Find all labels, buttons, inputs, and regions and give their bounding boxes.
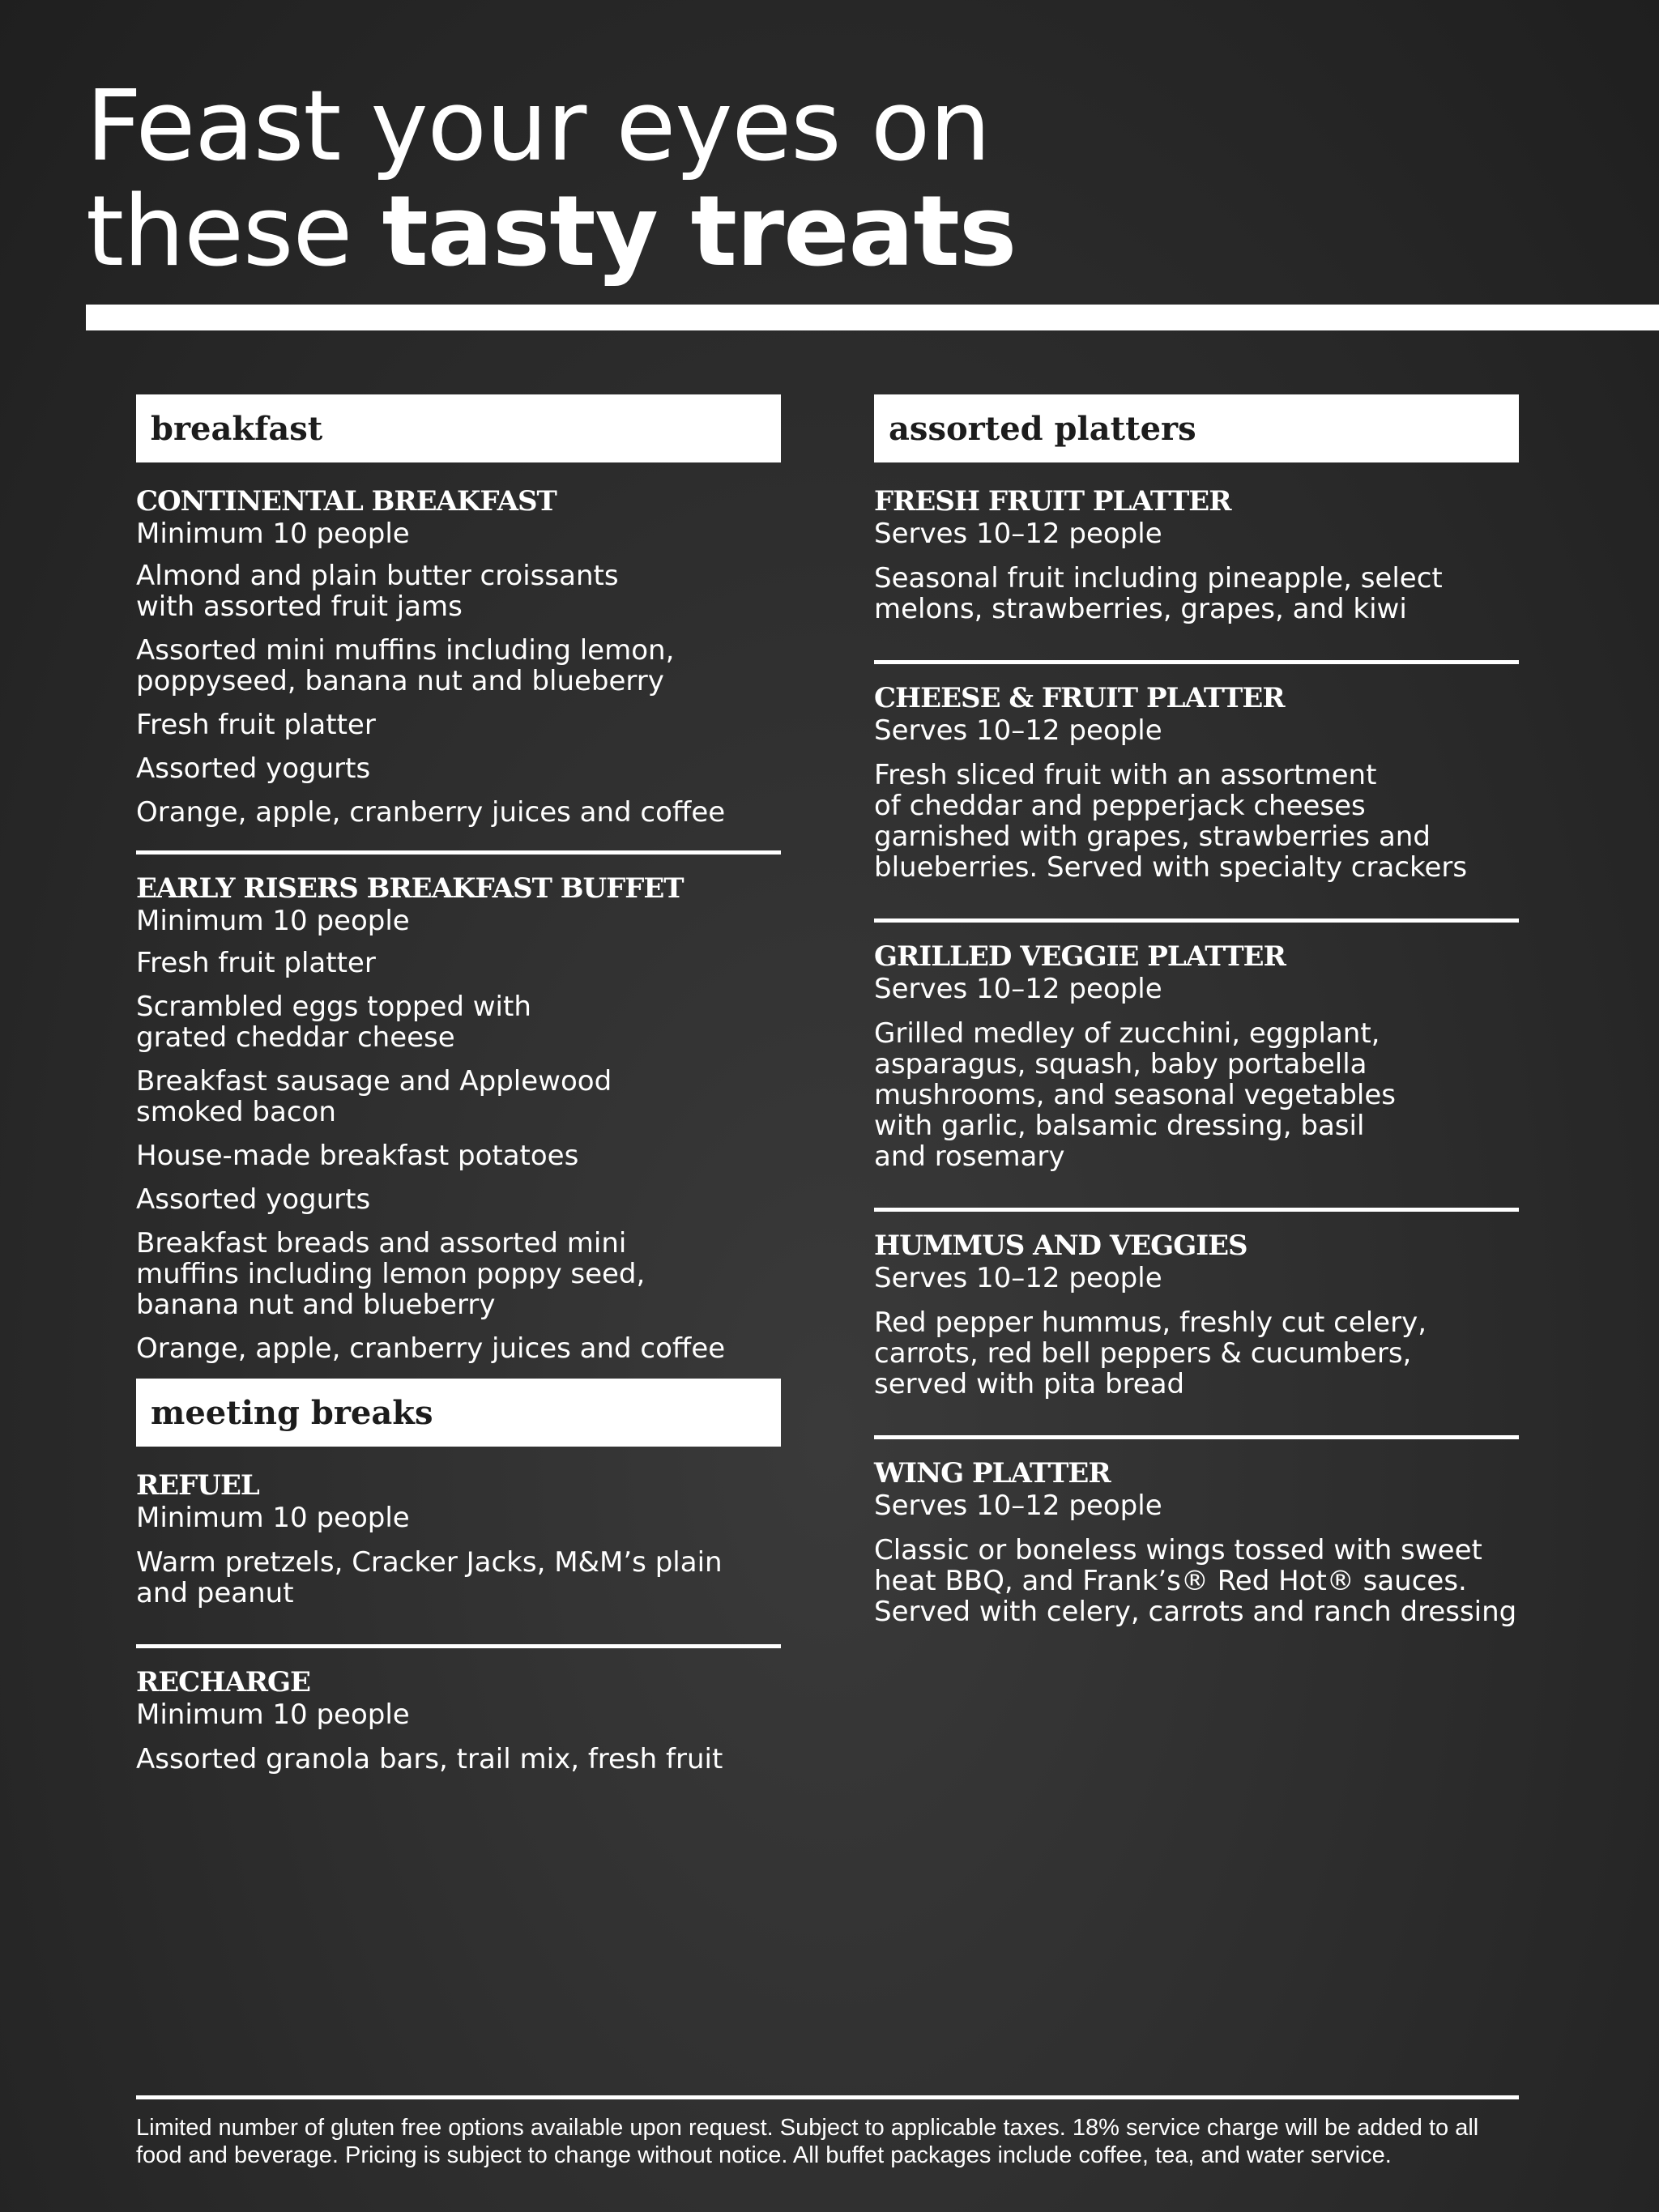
item-line: Fresh fruit platter bbox=[136, 709, 376, 741]
item-serving: Serves 10–12 people bbox=[874, 518, 1162, 550]
menu-item-early-risers-buffet bbox=[136, 850, 781, 1364]
menu-item-grilled-veggie-platter bbox=[874, 918, 1519, 1172]
item-title: FRESH FRUIT PLATTER bbox=[874, 485, 1231, 518]
item-line: Scrambled eggs topped with grated cheddar cheese bbox=[136, 991, 531, 1054]
item-serving: Serves 10–12 people bbox=[874, 973, 1162, 1005]
footer-disclaimer: Limited number of gluten free options available upon request. Subject to applicable taxes. 18% service charge will be added to all food and beverage. Pricing is subject to change without notice. All buffet packages include coffee, tea, and water service. bbox=[136, 2115, 1479, 2168]
headline-line-2-bold: tasty treats bbox=[382, 176, 1017, 288]
item-description: Classic or boneless wings tossed with sweet heat BBQ, and Frank’s® Red Hot® sauces. Served with celery, carrots and ranch dressing bbox=[874, 1534, 1517, 1628]
section-header-meeting-breaks: meeting breaks bbox=[136, 1379, 781, 1447]
item-line: Fresh fruit platter bbox=[136, 947, 376, 979]
item-line: Assorted mini muffins including lemon, poppyseed, banana nut and blueberry bbox=[136, 634, 675, 697]
menu-item-hummus-veggies bbox=[874, 1208, 1519, 1400]
item-title: EARLY RISERS BREAKFAST BUFFET bbox=[136, 872, 684, 905]
item-serving: Serves 10–12 people bbox=[874, 714, 1162, 747]
item-line: House-made breakfast potatoes bbox=[136, 1140, 579, 1172]
item-description: Fresh sliced fruit with an assortment of cheddar and pepperjack cheeses garnished with grapes, strawberries and blueberries. Served with specialty crackers bbox=[874, 759, 1468, 884]
item-line: Assorted yogurts bbox=[136, 1183, 371, 1216]
item-title: GRILLED VEGGIE PLATTER bbox=[874, 940, 1286, 973]
item-line: Breakfast sausage and Applewood smoked bacon bbox=[136, 1065, 612, 1128]
item-line: Breakfast breads and assorted mini muffins including lemon poppy seed, banana nut and blueberry bbox=[136, 1227, 646, 1321]
item-description: Assorted granola bars, trail mix, fresh fruit bbox=[136, 1743, 723, 1775]
page-headline bbox=[86, 70, 1017, 288]
item-serving: Minimum 10 people bbox=[136, 518, 410, 550]
item-serving: Minimum 10 people bbox=[136, 1502, 410, 1534]
item-serving: Serves 10–12 people bbox=[874, 1490, 1162, 1522]
item-title: CHEESE & FRUIT PLATTER bbox=[874, 682, 1285, 714]
item-title: RECHARGE bbox=[136, 1666, 310, 1698]
item-serving: Minimum 10 people bbox=[136, 1698, 410, 1731]
item-description: Seasonal fruit including pineapple, select melons, strawberries, grapes, and kiwi bbox=[874, 562, 1443, 625]
menu-item-continental-breakfast bbox=[136, 462, 781, 828]
item-line: Assorted yogurts bbox=[136, 752, 371, 785]
right-column bbox=[874, 394, 1519, 1627]
item-description: Red pepper hummus, freshly cut celery, carrots, red bell peppers & cucumbers, served with pita bread bbox=[874, 1306, 1427, 1400]
item-serving: Serves 10–12 people bbox=[874, 1262, 1162, 1294]
item-serving: Minimum 10 people bbox=[136, 905, 410, 937]
menu-item-refuel bbox=[136, 1447, 781, 1609]
menu-item-fresh-fruit-platter bbox=[874, 462, 1519, 624]
headline-line-2-plain: these bbox=[86, 176, 382, 288]
item-description: Grilled medley of zucchini, eggplant, asparagus, squash, baby portabella mushrooms, and seasonal vegetables with garlic, balsamic dressing, basil and rosemary bbox=[874, 1017, 1396, 1173]
item-description: Warm pretzels, Cracker Jacks, M&M’s plain and peanut bbox=[136, 1546, 723, 1609]
left-column bbox=[136, 394, 781, 1775]
item-title: WING PLATTER bbox=[874, 1457, 1111, 1490]
item-title: REFUEL bbox=[136, 1469, 259, 1502]
menu-item-wing-platter bbox=[874, 1435, 1519, 1627]
item-title: HUMMUS AND VEGGIES bbox=[874, 1230, 1247, 1262]
item-line: Orange, apple, cranberry juices and coffee bbox=[136, 1332, 726, 1365]
menu-item-recharge bbox=[136, 1644, 781, 1775]
section-header-assorted-platters: assorted platters bbox=[874, 394, 1519, 462]
footer-divider bbox=[136, 2095, 1519, 2099]
item-title: CONTINENTAL BREAKFAST bbox=[136, 485, 557, 518]
headline-line-2 bbox=[86, 176, 1017, 288]
title-divider bbox=[86, 305, 1659, 330]
item-line: Almond and plain butter croissants with assorted fruit jams bbox=[136, 560, 619, 623]
section-header-breakfast: breakfast bbox=[136, 394, 781, 462]
item-line: Orange, apple, cranberry juices and coffee bbox=[136, 796, 726, 829]
menu-item-cheese-fruit-platter bbox=[874, 660, 1519, 883]
headline-line-1: Feast your eyes on bbox=[86, 70, 991, 183]
